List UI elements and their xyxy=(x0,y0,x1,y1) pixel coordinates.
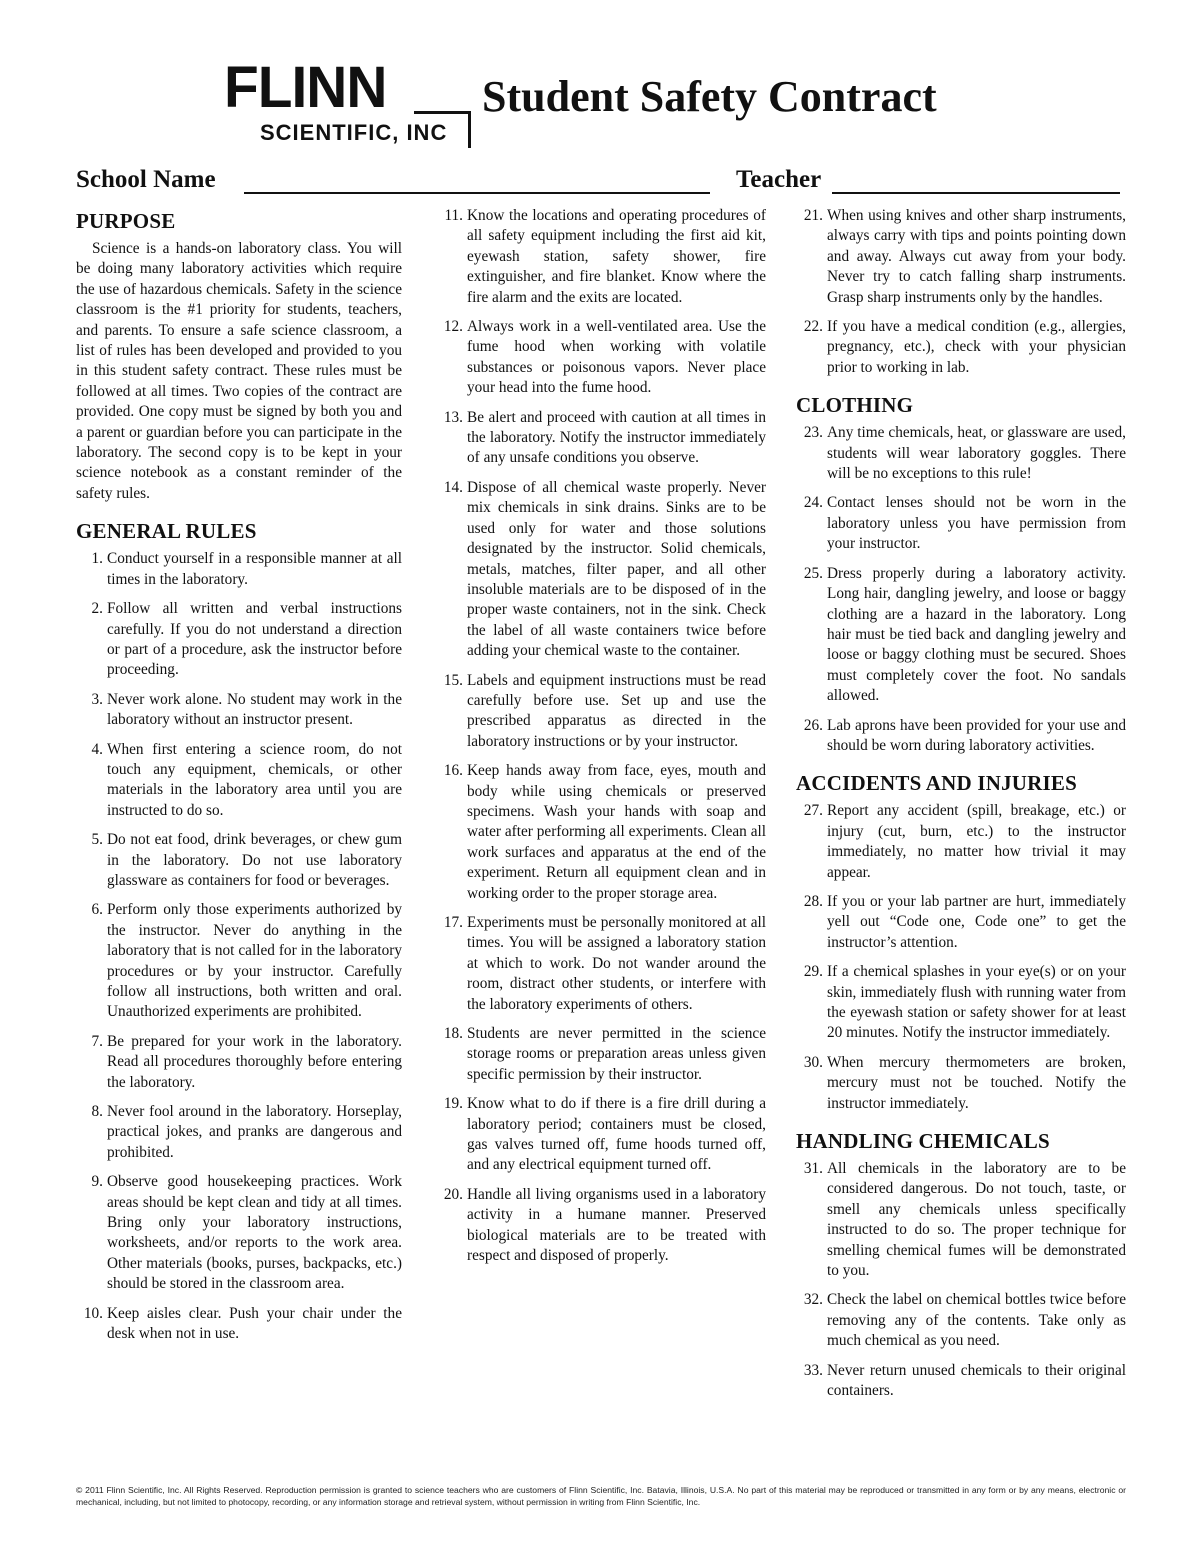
rule-item xyxy=(796,206,1126,308)
rule-text: Report any accident (spill, breakage, etc.) or injury (cut, burn, etc.) to the instructor immediately, no matter how trivial it may appear. xyxy=(827,802,1126,881)
rule-item xyxy=(796,564,1126,707)
rule-item xyxy=(796,892,1126,953)
rule-item xyxy=(436,1024,766,1085)
rule-number: 10. xyxy=(83,1304,103,1322)
rule-number: 14. xyxy=(443,478,463,496)
rule-item xyxy=(76,830,402,891)
rule-number: 23. xyxy=(803,424,823,442)
rule-item xyxy=(796,716,1126,757)
rule-text: Observe good housekeeping practices. Work areas should be kept clean and tidy at all times. Bring only your laboratory instructions, worksheets, and/or reports to the work area. Other materials (books, purses, backpacks, etc.) should be stored in the classroom area. xyxy=(107,1173,402,1293)
rule-text: Know what to do if there is a fire drill during a laboratory period; containers must be closed, gas valves turned off, fume hoods turned off, and any electrical equipment turned off. xyxy=(467,1095,766,1174)
rule-item xyxy=(796,801,1126,883)
rule-text: All chemicals in the laboratory are to be considered dangerous. Do not touch, taste, or smell any chemicals unless specifically instructed to do so. The proper technique for smelling chemical fumes will be demonstrated to you. xyxy=(827,1160,1126,1280)
column-1 xyxy=(76,206,402,1354)
rule-item xyxy=(76,1032,402,1093)
column-2 xyxy=(436,206,766,1276)
rule-text: When using knives and other sharp instruments, always carry with tips and points pointing down and away. Always cut away from your body. Never try to catch falling sharp instruments. Grasp sharp instruments only by the handles. xyxy=(827,207,1126,306)
clothing-heading: CLOTHING xyxy=(796,393,914,418)
document-header xyxy=(222,52,982,152)
rule-item xyxy=(436,478,766,662)
rule-number: 22. xyxy=(803,318,823,336)
rule-item xyxy=(796,962,1126,1044)
purpose-text: Science is a hands-on laboratory class. You will be doing many laboratory activities which require the use of hazardous chemicals. Safety in the science classroom is the #1 priority for students, teachers, and parents. To ensure a safe science classroom, a list of rules has been developed and provided to you in this student safety contract. These rules must be followed at all times. Two copies of the contract are provided. One copy must be signed by both you and a parent or guardian before you can participate in the laboratory. The second copy is to be kept in your science notebook as a constant reminder of the safety rules. xyxy=(76,240,402,502)
name-fields xyxy=(76,166,1126,196)
rule-text: Lab aprons have been provided for your use and should be worn during laboratory activities. xyxy=(827,716,1126,754)
rule-number: 18. xyxy=(443,1025,463,1043)
rule-text: Do not eat food, drink beverages, or chew gum in the laboratory. Do not use laboratory glassware as containers for food or beverages. xyxy=(107,831,402,889)
purpose-heading: PURPOSE xyxy=(76,209,176,233)
rule-number: 16. xyxy=(443,762,463,780)
rule-text: Conduct yourself in a responsible manner at all times in the laboratory. xyxy=(107,550,402,588)
rule-item xyxy=(436,206,766,308)
rule-text: If you have a medical condition (e.g., allergies, pregnancy, etc.), check with your physician prior to working in lab. xyxy=(827,318,1126,376)
rule-text: Be prepared for your work in the laboratory. Read all procedures thoroughly before entering the laboratory. xyxy=(107,1032,402,1091)
rule-item xyxy=(796,1361,1126,1402)
rule-item xyxy=(436,761,766,904)
rule-item xyxy=(796,317,1126,378)
rule-text: Know the locations and operating procedures of all safety equipment including the first aid kit, eyewash station, safety shower, fire extinguisher, and fire blanket. Know where the fire alarm and the exits are located. xyxy=(467,207,766,306)
rule-item xyxy=(796,1290,1126,1351)
rule-number: 25. xyxy=(803,564,823,582)
rule-item xyxy=(796,423,1126,484)
school-name-label: School Name xyxy=(76,166,216,193)
rule-text: When first entering a science room, do not touch any equipment, chemicals, or other materials in the laboratory area until you are instructed to do so. xyxy=(107,740,402,819)
rule-text: Handle all living organisms used in a laboratory activity in a humane manner. Preserved biological materials are to be treated with respect and disposed of properly. xyxy=(467,1185,766,1265)
logo-wordmark: FLINN xyxy=(224,55,387,120)
rule-item xyxy=(796,493,1126,554)
rule-number: 19. xyxy=(443,1095,463,1113)
rule-text: Keep aisles clear. Push your chair under the desk when not in use. xyxy=(107,1304,402,1343)
rule-item xyxy=(76,1304,402,1345)
rule-text: Always work in a well-ventilated area. Use the fume hood when working with volatile substances or poisonous vapors. Never place your head into the fume hood. xyxy=(467,318,766,397)
rule-number: 31. xyxy=(803,1160,823,1178)
rule-number: 21. xyxy=(803,207,823,224)
rule-text: Keep hands away from face, eyes, mouth and body while using chemicals or preserved specimens. Wash your hands with soap and water after performing all experiments. Clean all work surfaces and apparatus at the end of the experiment. Return all equipment clean and in working order to the proper storage area. xyxy=(467,762,766,902)
rule-item xyxy=(436,317,766,399)
rule-number: 33. xyxy=(803,1361,823,1379)
rule-text: Check the label on chemical bottles twice before removing any of the contents. Take only as much chemical as you need. xyxy=(827,1291,1126,1350)
rule-number: 11. xyxy=(444,207,463,224)
rule-text: If you or your lab partner are hurt, immediately yell out “Code one, Code one” to get the instructor’s attention. xyxy=(827,892,1126,951)
rule-item xyxy=(796,1053,1126,1114)
rule-text: Contact lenses should not be worn in the laboratory unless you have permission from your instructor. xyxy=(827,494,1126,553)
copyright-footer: © 2011 Flinn Scientific, Inc. All Rights Reserved. Reproduction permission is granted to science teachers who are customers of Flinn Scientific, Inc. Batavia, Illinois, U.S.A. No part of this material may be reproduced or transmitted in any form or by any means, electronic or mechanical, including, but not limited to photocopy, recording, or any information storage and retrieval system, without permission in writing from Flinn Scientific, Inc. xyxy=(76,1485,1126,1507)
rule-item xyxy=(76,740,402,822)
rule-number: 4. xyxy=(91,740,103,758)
rule-item xyxy=(76,599,402,681)
rule-number: 15. xyxy=(443,671,463,689)
rule-text: If a chemical splashes in your eye(s) or on your skin, immediately flush with running water from the eyewash station or safety shower for at least 20 minutes. Notify the instructor immediately. xyxy=(827,963,1126,1042)
rule-number: 5. xyxy=(91,831,103,849)
rule-text: Labels and equipment instructions must be read carefully before use. Set up and use the prescribed apparatus as directed in the laboratory instructions or by your instructor. xyxy=(467,671,766,750)
accidents-heading: ACCIDENTS AND INJURIES xyxy=(796,771,1077,796)
rule-text: Be alert and proceed with caution at all times in the laboratory. Notify the instructor immediately of any unsafe conditions you observe. xyxy=(467,408,766,467)
rule-text: Never return unused chemicals to their original containers. xyxy=(827,1361,1126,1400)
rule-item xyxy=(436,671,766,753)
teacher-line[interactable] xyxy=(832,192,1120,194)
column-3 xyxy=(796,206,1126,1411)
rule-number: 2. xyxy=(91,600,103,618)
rule-item xyxy=(796,1159,1126,1281)
rule-text: Dispose of all chemical waste properly. Never mix chemicals in sink drains. Sinks are to be used only for water and those solutions designated by the instructor. Solid chemicals, metals, matches, filter paper, and all other insoluble materials are to be disposed of in the proper waste containers, not in the sink. Check the label of all waste containers twice before adding your chemical waste to the container. xyxy=(467,478,766,660)
rule-text: When mercury thermometers are broken, mercury must not be touched. Notify the instructor immediately. xyxy=(827,1053,1126,1112)
rule-number: 29. xyxy=(803,963,823,981)
rule-number: 3. xyxy=(91,690,103,708)
rule-text: Never fool around in the laboratory. Horseplay, practical jokes, and pranks are dangerous and prohibited. xyxy=(107,1103,402,1161)
rule-item xyxy=(436,913,766,1015)
general-rules-heading: GENERAL RULES xyxy=(76,519,257,544)
rule-text: Follow all written and verbal instructions carefully. If you do not understand a direction or part of a procedure, ask the instructor before proceeding. xyxy=(107,600,402,679)
rule-number: 28. xyxy=(803,892,823,910)
logo-rule xyxy=(414,111,470,114)
rule-number: 13. xyxy=(443,408,463,426)
rule-item xyxy=(436,1094,766,1176)
rule-item xyxy=(436,408,766,469)
rule-text: Experiments must be personally monitored at all times. You will be assigned a laboratory station at which to work. Do not wander around the room, distract other students, or interfere with the laboratory experiments of others. xyxy=(467,914,766,1013)
rule-text: Never work alone. No student may work in the laboratory without an instructor present. xyxy=(107,690,402,729)
rule-number: 17. xyxy=(443,914,463,931)
logo-subtitle: SCIENTIFIC, INC xyxy=(260,120,448,145)
rule-item xyxy=(76,549,402,590)
rule-text: Perform only those experiments authorized by the instructor. Never do anything in the laboratory that is not called for in the laboratory procedures or by your instructor. Carefully follow all instructions, both written and oral. Unauthorized experiments are prohibited. xyxy=(107,901,402,1021)
rule-item xyxy=(76,900,402,1022)
rule-number: 20. xyxy=(443,1185,463,1203)
logo-rule-vertical xyxy=(468,111,471,148)
rule-item xyxy=(436,1185,766,1267)
rule-number: 27. xyxy=(803,802,823,820)
rule-item xyxy=(76,1102,402,1163)
rule-number: 8. xyxy=(91,1103,103,1121)
rule-number: 9. xyxy=(91,1173,103,1191)
chemicals-heading: HANDLING CHEMICALS xyxy=(796,1129,1050,1154)
school-name-line[interactable] xyxy=(244,192,710,194)
rule-number: 26. xyxy=(803,716,823,734)
rule-item xyxy=(76,1172,402,1294)
rule-text: Dress properly during a laboratory activity. Long hair, dangling jewelry, and loose or baggy clothing are a hazard in the laboratory. Long hair must be tied back and dangling jewelry and loose or baggy clothing must be secured. Shoes must completely cover the foot. No sandals allowed. xyxy=(827,564,1126,705)
rule-text: Students are never permitted in the science storage rooms or preparation areas unless given specific permission by their instructor. xyxy=(467,1025,766,1083)
rule-number: 12. xyxy=(443,318,463,336)
rule-number: 24. xyxy=(803,494,823,512)
rule-number: 1. xyxy=(91,550,103,568)
flinn-logo xyxy=(222,56,472,146)
rule-text: Any time chemicals, heat, or glassware are used, students will wear laboratory goggles. There will be no exceptions to this rule! xyxy=(827,424,1126,483)
teacher-label: Teacher xyxy=(736,166,822,193)
rule-number: 30. xyxy=(803,1053,823,1071)
rule-number: 6. xyxy=(91,901,103,919)
rule-item xyxy=(76,690,402,731)
rule-number: 7. xyxy=(91,1032,103,1050)
document-title: Student Safety Contract xyxy=(482,72,937,121)
rule-number: 32. xyxy=(803,1291,823,1309)
